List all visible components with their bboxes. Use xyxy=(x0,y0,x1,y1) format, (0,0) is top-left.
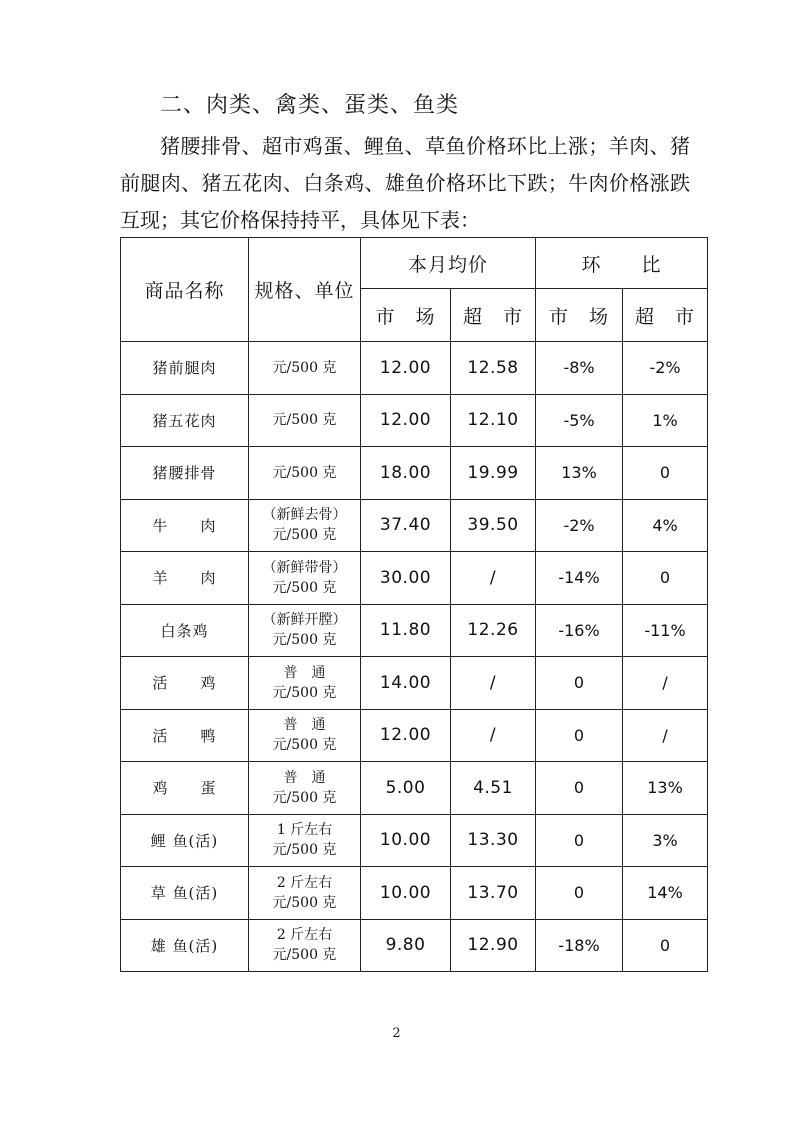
spec-line-1: 普 通 xyxy=(283,664,326,681)
header-product-name: 商品名称 xyxy=(121,238,249,342)
spec-line-2: 元/500 克 xyxy=(272,894,337,911)
header-month-on-month: 环 比 xyxy=(536,238,708,289)
cell-market-price: 12.00 xyxy=(361,342,451,395)
cell-supermarket-price: 12.90 xyxy=(451,919,536,972)
header-mom-market: 市 场 xyxy=(536,289,623,342)
cell-mom-supermarket: -2% xyxy=(623,342,708,395)
spec-line-2: 元/500 克 xyxy=(272,527,337,544)
spec-line-1: 元/500 克 xyxy=(272,359,337,376)
cell-spec-unit xyxy=(249,709,361,762)
cell-mom-supermarket: 3% xyxy=(623,814,708,867)
cell-supermarket-price: 13.70 xyxy=(451,867,536,920)
cell-mom-market: -14% xyxy=(536,552,623,605)
cell-mom-supermarket: 1% xyxy=(623,394,708,447)
page-number: 2 xyxy=(392,1026,401,1041)
cell-product-name: 草 鱼(活) xyxy=(121,867,249,920)
table-body xyxy=(121,342,708,972)
spec-line-1: 普 通 xyxy=(283,769,326,786)
cell-spec-unit xyxy=(249,342,361,395)
table-row xyxy=(121,552,708,605)
cell-product-name: 鲤 鱼(活) xyxy=(121,814,249,867)
cell-market-price: 9.80 xyxy=(361,919,451,972)
header-market: 市 场 xyxy=(361,289,451,342)
cell-product-name: 活 鸡 xyxy=(121,657,249,710)
cell-mom-supermarket: 4% xyxy=(623,499,708,552)
cell-mom-supermarket: 14% xyxy=(623,867,708,920)
table-row xyxy=(121,709,708,762)
cell-product-name: 牛 肉 xyxy=(121,499,249,552)
cell-spec-unit xyxy=(249,447,361,500)
table-row xyxy=(121,447,708,500)
cell-product-name: 白条鸡 xyxy=(121,604,249,657)
cell-market-price: 5.00 xyxy=(361,762,451,815)
intro-paragraph: 猪腰排骨、超市鸡蛋、鲤鱼、草鱼价格环比上涨；羊肉、猪前腿肉、猪五花肉、白条鸡、雄鱼价格环比下跌；牛肉价格涨跌互现；其它价格保持持平，具体见下表： xyxy=(120,134,690,232)
cell-spec-unit xyxy=(249,604,361,657)
table-row xyxy=(121,867,708,920)
section-heading: 二、肉类、禽类、蛋类、鱼类 xyxy=(160,93,460,118)
cell-mom-market: 0 xyxy=(536,657,623,710)
spec-line-1: 元/500 克 xyxy=(272,464,337,481)
cell-mom-supermarket: 13% xyxy=(623,762,708,815)
cell-supermarket-price: / xyxy=(451,657,536,710)
cell-market-price: 37.40 xyxy=(361,499,451,552)
cell-mom-supermarket: / xyxy=(623,709,708,762)
spec-line-2: 元/500 克 xyxy=(272,579,337,596)
spec-line-2: 元/500 克 xyxy=(272,842,337,859)
cell-supermarket-price: / xyxy=(451,552,536,605)
spec-line-1: 普 通 xyxy=(283,717,326,734)
cell-mom-supermarket: 0 xyxy=(623,552,708,605)
cell-product-name: 雄 鱼(活) xyxy=(121,919,249,972)
cell-mom-supermarket: / xyxy=(623,657,708,710)
cell-market-price: 30.00 xyxy=(361,552,451,605)
cell-mom-supermarket: -11% xyxy=(623,604,708,657)
cell-mom-market: -2% xyxy=(536,499,623,552)
spec-line-1: （新鲜带骨） xyxy=(262,559,347,576)
cell-spec-unit xyxy=(249,552,361,605)
header-avg-price: 本月均价 xyxy=(361,238,536,289)
spec-line-2: 元/500 克 xyxy=(272,632,337,649)
cell-product-name: 猪前腿肉 xyxy=(121,342,249,395)
table-header-row xyxy=(121,238,708,289)
cell-supermarket-price: 4.51 xyxy=(451,762,536,815)
spec-line-1: （新鲜去骨） xyxy=(262,507,347,524)
cell-market-price: 18.00 xyxy=(361,447,451,500)
cell-market-price: 14.00 xyxy=(361,657,451,710)
cell-mom-market: 0 xyxy=(536,762,623,815)
cell-product-name: 活 鸭 xyxy=(121,709,249,762)
table-row xyxy=(121,499,708,552)
table-row xyxy=(121,919,708,972)
cell-spec-unit xyxy=(249,499,361,552)
table-row xyxy=(121,394,708,447)
cell-spec-unit xyxy=(249,762,361,815)
cell-mom-supermarket: 0 xyxy=(623,447,708,500)
cell-supermarket-price: 12.26 xyxy=(451,604,536,657)
cell-supermarket-price: 12.58 xyxy=(451,342,536,395)
spec-line-1: 1 斤左右 xyxy=(276,822,333,839)
spec-line-1: 元/500 克 xyxy=(272,412,337,429)
cell-mom-market: -18% xyxy=(536,919,623,972)
table-row xyxy=(121,657,708,710)
cell-supermarket-price: 39.50 xyxy=(451,499,536,552)
spec-line-1: 2 斤左右 xyxy=(276,874,333,891)
spec-line-2: 元/500 克 xyxy=(272,789,337,806)
table-row xyxy=(121,342,708,395)
header-supermarket: 超 市 xyxy=(451,289,536,342)
cell-market-price: 10.00 xyxy=(361,867,451,920)
table-row xyxy=(121,604,708,657)
spec-line-1: （新鲜开膛） xyxy=(262,612,347,629)
cell-spec-unit xyxy=(249,919,361,972)
cell-product-name: 羊 肉 xyxy=(121,552,249,605)
cell-mom-supermarket: 0 xyxy=(623,919,708,972)
table-row xyxy=(121,762,708,815)
header-spec-unit: 规格、单位 xyxy=(249,238,361,342)
cell-mom-market: -16% xyxy=(536,604,623,657)
cell-supermarket-price: 19.99 xyxy=(451,447,536,500)
spec-line-2: 元/500 克 xyxy=(272,737,337,754)
table-row xyxy=(121,814,708,867)
cell-spec-unit xyxy=(249,867,361,920)
cell-market-price: 10.00 xyxy=(361,814,451,867)
cell-mom-market: 0 xyxy=(536,814,623,867)
spec-line-1: 2 斤左右 xyxy=(276,927,333,944)
cell-supermarket-price: 13.30 xyxy=(451,814,536,867)
cell-supermarket-price: 12.10 xyxy=(451,394,536,447)
cell-mom-market: -8% xyxy=(536,342,623,395)
cell-spec-unit xyxy=(249,394,361,447)
cell-spec-unit xyxy=(249,814,361,867)
cell-mom-market: -5% xyxy=(536,394,623,447)
cell-market-price: 11.80 xyxy=(361,604,451,657)
spec-line-2: 元/500 克 xyxy=(272,947,337,964)
cell-mom-market: 13% xyxy=(536,447,623,500)
cell-market-price: 12.00 xyxy=(361,394,451,447)
cell-product-name: 猪五花肉 xyxy=(121,394,249,447)
cell-spec-unit xyxy=(249,657,361,710)
spec-line-2: 元/500 克 xyxy=(272,684,337,701)
cell-mom-market: 0 xyxy=(536,709,623,762)
price-table xyxy=(120,237,708,972)
cell-product-name: 猪腰排骨 xyxy=(121,447,249,500)
cell-mom-market: 0 xyxy=(536,867,623,920)
header-mom-supermarket: 超 市 xyxy=(623,289,708,342)
cell-product-name: 鸡 蛋 xyxy=(121,762,249,815)
cell-market-price: 12.00 xyxy=(361,709,451,762)
cell-supermarket-price: / xyxy=(451,709,536,762)
